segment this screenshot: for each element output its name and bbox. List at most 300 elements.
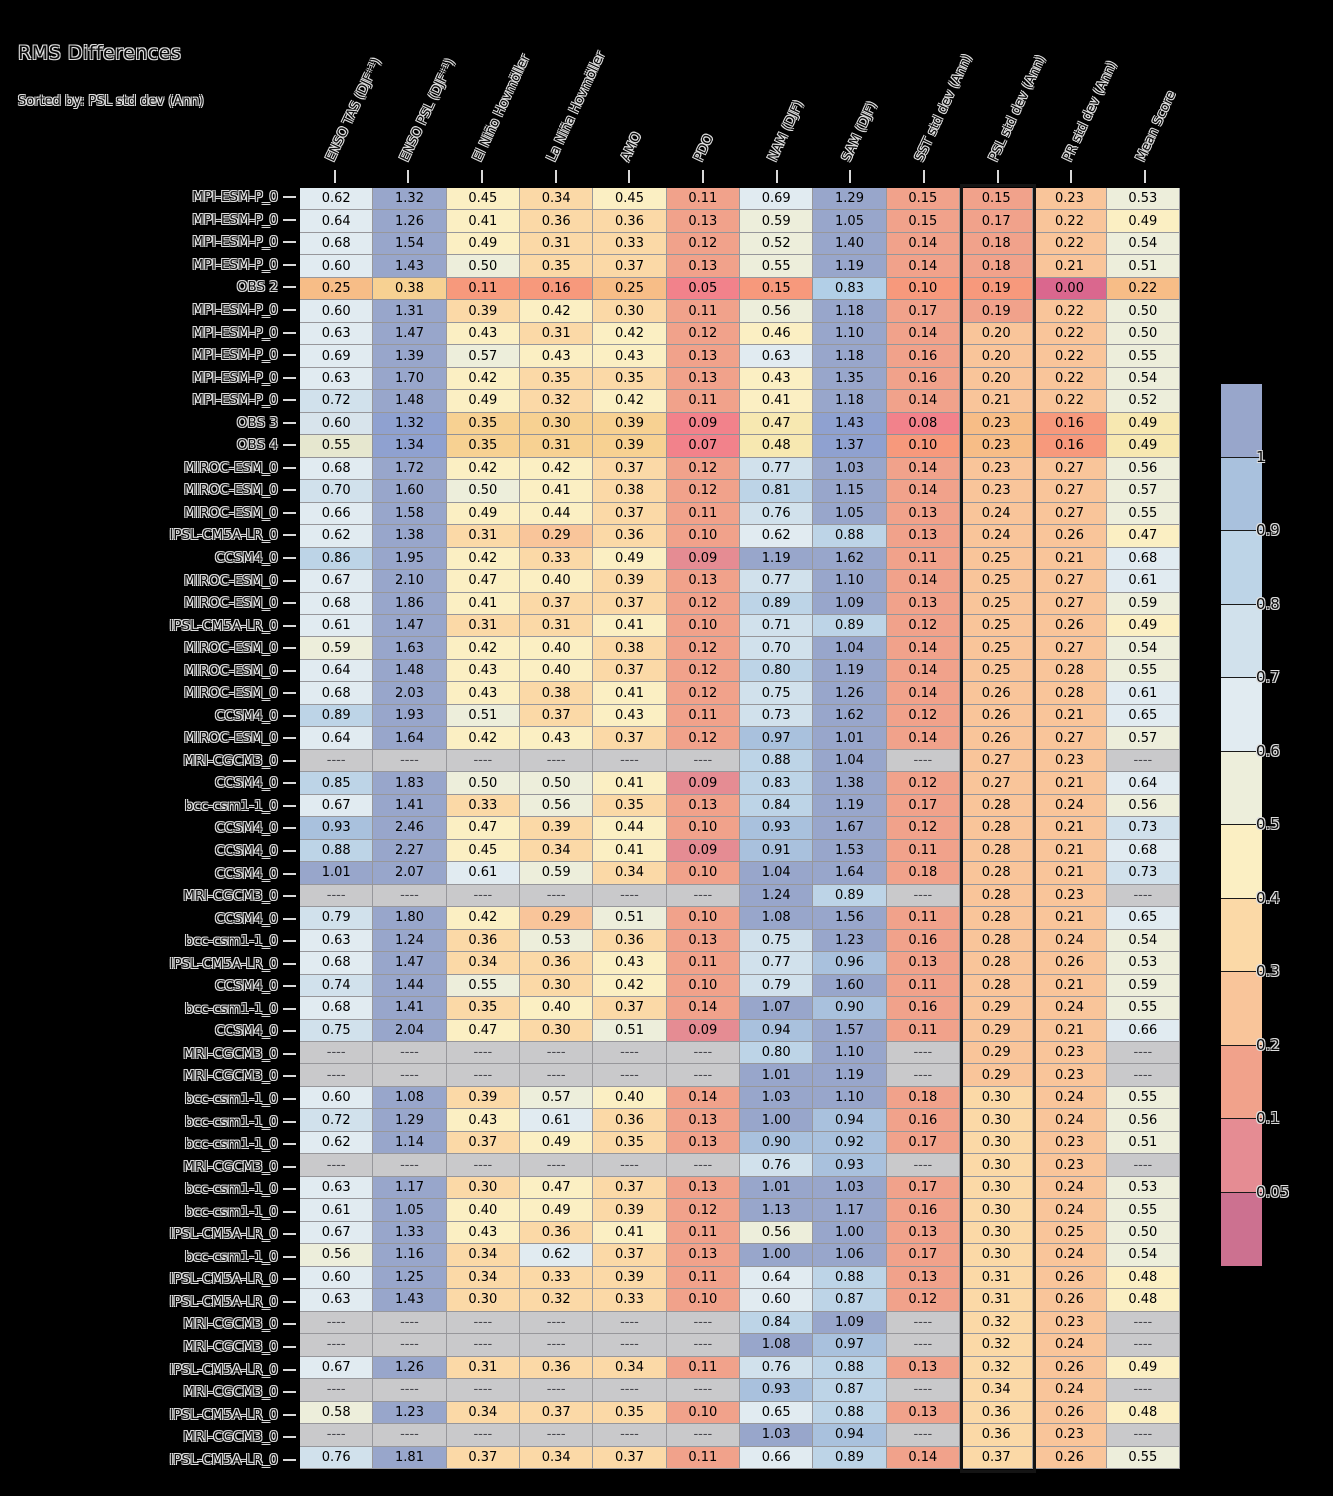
heatmap-cell: 0.59	[740, 210, 813, 232]
row-tick	[283, 592, 296, 615]
heatmap-cell: 0.37	[593, 593, 666, 615]
heatmap-cell: ----	[447, 1379, 520, 1401]
row-label: CCSM4_0	[215, 775, 278, 792]
heatmap-cell: 0.34	[520, 1447, 593, 1469]
heatmap-cell: 0.23	[1033, 1064, 1106, 1086]
heatmap-cell: 0.94	[740, 1020, 813, 1042]
heatmap-cell: 0.61	[300, 615, 373, 637]
heatmap-cell: 0.40	[447, 1199, 520, 1221]
heatmap-cell: 0.45	[593, 188, 666, 210]
heatmap-cell: 0.26	[1033, 1357, 1106, 1379]
heatmap-cell: ----	[887, 1424, 960, 1446]
heatmap-cell: 0.77	[740, 952, 813, 974]
heatmap-cell: ----	[520, 750, 593, 772]
heatmap-cell: 0.21	[1033, 907, 1106, 929]
heatmap-cell: 0.54	[1107, 1244, 1180, 1266]
heatmap-cell: 1.43	[813, 413, 886, 435]
heatmap-cell: 1.60	[813, 975, 886, 997]
heatmap-cell: ----	[887, 1042, 960, 1064]
heatmap-cell: 0.90	[740, 1132, 813, 1154]
heatmap-cell: 0.55	[740, 255, 813, 277]
heatmap-cell: 0.52	[740, 233, 813, 255]
row-tick	[283, 1223, 296, 1246]
heatmap-cell: ----	[300, 1154, 373, 1176]
heatmap-cell: 0.49	[447, 233, 520, 255]
heatmap-cell: 0.13	[887, 1222, 960, 1244]
heatmap-cell: 0.29	[960, 997, 1033, 1019]
row-label: bcc-csm1-1_0	[184, 1113, 278, 1130]
row-label: bcc-csm1-1_0	[184, 1248, 278, 1265]
heatmap-cell: 2.04	[373, 1020, 446, 1042]
heatmap-cell: 0.10	[887, 435, 960, 457]
heatmap-cell: 1.24	[373, 930, 446, 952]
heatmap-cell: 0.31	[960, 1267, 1033, 1289]
row-label: MPI-ESM-P_0	[192, 324, 278, 341]
heatmap-cell: 0.65	[1107, 705, 1180, 727]
heatmap-cell: ----	[667, 1379, 740, 1401]
heatmap-cell: ----	[373, 1042, 446, 1064]
heatmap-cell: 0.16	[887, 1109, 960, 1131]
heatmap-cell: 1.19	[813, 660, 886, 682]
heatmap-cell: 0.56	[1107, 1109, 1180, 1131]
heatmap-cell: 0.23	[1033, 1154, 1106, 1176]
row-label: bcc-csm1-1_0	[184, 797, 278, 814]
heatmap-cell: 1.13	[740, 1199, 813, 1221]
heatmap-cell: ----	[593, 1312, 666, 1334]
heatmap-cell: 0.28	[960, 862, 1033, 884]
heatmap-cell: 1.54	[373, 233, 446, 255]
heatmap-cell: 1.10	[813, 1042, 886, 1064]
heatmap-cell: ----	[520, 1312, 593, 1334]
heatmap-cell: 0.23	[1033, 1312, 1106, 1334]
heatmap-cell: ----	[887, 885, 960, 907]
heatmap-cell: 1.10	[813, 1087, 886, 1109]
heatmap-cell: 0.13	[667, 1244, 740, 1266]
row-label: CCSM4_0	[215, 843, 278, 860]
heatmap-cell: 0.23	[1033, 885, 1106, 907]
row-label: MRI-CGCM3_0	[183, 1158, 278, 1175]
row-label: MIROC-ESM_0	[183, 595, 278, 612]
heatmap-cell: 0.31	[520, 233, 593, 255]
heatmap-cell: 0.34	[520, 188, 593, 210]
row-label: MPI-ESM-P_0	[192, 234, 278, 251]
row-tick	[283, 795, 296, 818]
heatmap-cell: 0.38	[373, 278, 446, 300]
row-label: IPSL-CM5A-LR_0	[169, 1271, 278, 1288]
heatmap-cell: 1.03	[813, 458, 886, 480]
colorbar-segment	[1221, 678, 1262, 752]
row-label: IPSL-CM5A-LR_0	[169, 1406, 278, 1423]
heatmap-cell: 0.76	[740, 1154, 813, 1176]
heatmap-cell: ----	[447, 885, 520, 907]
row-tick	[283, 1313, 296, 1336]
heatmap-cell: 0.88	[813, 1357, 886, 1379]
heatmap-cell: 0.27	[1033, 727, 1106, 749]
sort-subtitle: Sorted by: PSL std dev (Ann)	[18, 94, 204, 109]
heatmap-cell: 0.35	[593, 1132, 666, 1154]
heatmap-cell: 0.37	[520, 1402, 593, 1424]
heatmap-cell: 0.12	[667, 637, 740, 659]
row-tick	[283, 1358, 296, 1381]
heatmap-cell: 0.40	[593, 1087, 666, 1109]
heatmap-cell: 0.25	[960, 615, 1033, 637]
row-label: MIROC-ESM_0	[183, 730, 278, 747]
heatmap-cell: 0.96	[813, 952, 886, 974]
heatmap-cell: 0.49	[447, 390, 520, 412]
colorbar-segment	[1221, 752, 1262, 826]
heatmap-cell: 0.10	[667, 862, 740, 884]
heatmap-cell: 0.53	[520, 930, 593, 952]
heatmap-cell: 2.27	[373, 840, 446, 862]
heatmap-cell: 1.00	[813, 1222, 886, 1244]
heatmap-cell: 1.00	[740, 1244, 813, 1266]
heatmap-cell: 0.43	[593, 705, 666, 727]
heatmap-cell: 0.34	[447, 1267, 520, 1289]
column-ticks	[298, 170, 1182, 183]
heatmap-cell: 0.92	[813, 1132, 886, 1154]
heatmap-cell: 0.39	[593, 570, 666, 592]
column-tick	[1035, 170, 1109, 183]
colorbar-segment	[1221, 458, 1262, 532]
column-tick	[740, 170, 814, 183]
heatmap-cell: 0.21	[1033, 705, 1106, 727]
heatmap-cell: ----	[1107, 1312, 1180, 1334]
heatmap-cell: 0.29	[520, 907, 593, 929]
heatmap-cell: 0.83	[813, 278, 886, 300]
heatmap-cell: 0.52	[1107, 390, 1180, 412]
colorbar-tick-label: 0.7	[1256, 668, 1280, 686]
heatmap-cell: 0.72	[300, 390, 373, 412]
heatmap-cell: 0.15	[960, 188, 1033, 210]
heatmap-cell: 0.22	[1033, 345, 1106, 367]
heatmap-cell: 0.48	[1107, 1402, 1180, 1424]
heatmap-cell: 0.42	[447, 548, 520, 570]
colorbar-tick-label: 1	[1256, 447, 1266, 466]
heatmap-cell: 0.41	[593, 682, 666, 704]
heatmap-cell: 0.30	[447, 1289, 520, 1311]
row-tick	[283, 998, 296, 1021]
heatmap-cell: 0.37	[447, 1132, 520, 1154]
column-tick	[666, 170, 740, 183]
heatmap-cell: 0.55	[300, 435, 373, 457]
row-label: CCSM4_0	[215, 865, 278, 882]
column-tick	[814, 170, 888, 183]
heatmap-cell: 0.16	[887, 930, 960, 952]
row-tick	[283, 1065, 296, 1088]
heatmap-cell: 0.57	[1107, 480, 1180, 502]
heatmap-cell: 0.41	[520, 480, 593, 502]
heatmap-cell: 0.55	[1107, 1447, 1180, 1469]
heatmap-cell: 0.13	[887, 1357, 960, 1379]
heatmap-cell: 1.15	[813, 480, 886, 502]
heatmap-cell: 1.05	[813, 503, 886, 525]
heatmap-cell: 0.42	[447, 637, 520, 659]
heatmap-cell: 0.07	[667, 435, 740, 457]
row-label: MRI-CGCM3_0	[183, 1068, 278, 1085]
heatmap-cell: 0.19	[960, 300, 1033, 322]
column-headers	[298, 0, 1182, 168]
heatmap-cell: 0.13	[667, 368, 740, 390]
heatmap-cell: 0.53	[1107, 1177, 1180, 1199]
heatmap-cell: 1.05	[373, 1199, 446, 1221]
heatmap-cell: 1.81	[373, 1447, 446, 1469]
heatmap-cell: 0.55	[1107, 1199, 1180, 1221]
heatmap-cell: 0.84	[740, 795, 813, 817]
heatmap-cell: 0.41	[593, 1222, 666, 1244]
heatmap-cell: 0.74	[300, 975, 373, 997]
heatmap-cell: 0.10	[667, 1289, 740, 1311]
heatmap-cell: 0.29	[960, 1064, 1033, 1086]
heatmap-cell: 0.42	[593, 390, 666, 412]
row-tick	[283, 479, 296, 502]
heatmap-cell: 0.97	[813, 1334, 886, 1356]
heatmap-cell: 0.12	[667, 480, 740, 502]
heatmap-cell: 0.61	[520, 1109, 593, 1131]
heatmap-cell: 0.30	[960, 1109, 1033, 1131]
heatmap-cell: 0.34	[960, 1379, 1033, 1401]
heatmap-cell: 0.77	[740, 458, 813, 480]
heatmap-cell: 0.50	[1107, 300, 1180, 322]
heatmap-cell: 0.64	[740, 1267, 813, 1289]
heatmap-cell: 0.59	[1107, 593, 1180, 615]
heatmap-cell: 0.55	[447, 975, 520, 997]
heatmap-cell: 1.23	[373, 1402, 446, 1424]
heatmap-cell: ----	[447, 1154, 520, 1176]
heatmap-cell: 0.12	[667, 233, 740, 255]
column-header: PSL std dev (Ann)	[986, 53, 1049, 164]
heatmap-cell: 0.16	[1033, 435, 1106, 457]
heatmap-cell: 0.62	[300, 525, 373, 547]
heatmap-cell: 0.13	[667, 210, 740, 232]
row-label: MPI-ESM-P_0	[192, 256, 278, 273]
heatmap-cell: 0.25	[960, 637, 1033, 659]
heatmap-cell: 0.94	[813, 1424, 886, 1446]
heatmap-cell: 0.12	[667, 1199, 740, 1221]
column-tick	[298, 170, 372, 183]
heatmap-cell: ----	[667, 750, 740, 772]
heatmap-cell: 0.51	[593, 1020, 666, 1042]
heatmap-cell: 0.46	[740, 323, 813, 345]
heatmap-cell: 0.23	[1033, 1424, 1106, 1446]
heatmap-cell: 0.10	[667, 615, 740, 637]
heatmap-cell: 0.12	[667, 727, 740, 749]
heatmap-cell: 0.41	[593, 772, 666, 794]
row-label: CCSM4_0	[215, 707, 278, 724]
column-header: AMO	[617, 130, 645, 164]
row-label: MIROC-ESM_0	[183, 640, 278, 657]
colorbar-tick-label: 0.5	[1256, 815, 1280, 833]
heatmap-cell: 1.18	[813, 300, 886, 322]
heatmap-cell: 0.50	[1107, 323, 1180, 345]
heatmap-cell: 0.12	[887, 772, 960, 794]
heatmap-cell: 0.56	[740, 1222, 813, 1244]
row-tick	[283, 547, 296, 570]
heatmap-cell: 0.22	[1033, 233, 1106, 255]
heatmap-cell: 0.71	[740, 615, 813, 637]
row-label: OBS 2	[236, 279, 278, 296]
heatmap-cell: 0.59	[520, 862, 593, 884]
heatmap-cell: ----	[447, 1334, 520, 1356]
heatmap-cell: 0.89	[813, 1447, 886, 1469]
heatmap-cell: 1.18	[813, 345, 886, 367]
heatmap-cell: 0.51	[447, 705, 520, 727]
heatmap-cell: 0.28	[960, 840, 1033, 862]
row-tick	[283, 1020, 296, 1043]
heatmap-cell: 1.47	[373, 952, 446, 974]
heatmap-cell: 0.31	[447, 615, 520, 637]
heatmap-cell: 0.89	[813, 885, 886, 907]
heatmap-cell: 0.13	[887, 1267, 960, 1289]
heatmap-cell: 1.04	[740, 862, 813, 884]
heatmap-cell: 0.77	[740, 570, 813, 592]
heatmap-cell: 0.75	[300, 1020, 373, 1042]
heatmap-cell: 0.61	[1107, 682, 1180, 704]
heatmap-cell: 0.61	[1107, 570, 1180, 592]
heatmap-cell: 2.03	[373, 682, 446, 704]
heatmap-cell: 0.27	[960, 772, 1033, 794]
heatmap-cell: 1.18	[813, 390, 886, 412]
heatmap-cell: 0.60	[300, 1267, 373, 1289]
heatmap-cell: 0.39	[447, 300, 520, 322]
heatmap-cell: 0.62	[520, 1244, 593, 1266]
heatmap-cell: 0.54	[1107, 368, 1180, 390]
row-label: IPSL-CM5A-LR_0	[169, 617, 278, 634]
row-tick	[283, 1133, 296, 1156]
heatmap-cell: 1.62	[813, 548, 886, 570]
heatmap-cell: 0.14	[887, 682, 960, 704]
row-tick	[283, 705, 296, 728]
heatmap-cell: ----	[593, 1334, 666, 1356]
row-tick	[283, 1178, 296, 1201]
heatmap-cell: 0.43	[447, 682, 520, 704]
heatmap-cell: 0.12	[887, 1289, 960, 1311]
row-label: MRI-CGCM3_0	[183, 888, 278, 905]
heatmap-cell: 1.08	[373, 1087, 446, 1109]
heatmap-cell: 0.12	[887, 817, 960, 839]
heatmap-cell: 0.57	[1107, 727, 1180, 749]
heatmap-cell: 0.24	[960, 503, 1033, 525]
heatmap-cell: 2.46	[373, 817, 446, 839]
heatmap-cell: 0.60	[300, 255, 373, 277]
row-tick	[283, 1088, 296, 1111]
heatmap-cell: 0.21	[960, 390, 1033, 412]
heatmap-cell: ----	[520, 1379, 593, 1401]
heatmap-cell: 0.49	[1107, 210, 1180, 232]
row-label: MRI-CGCM3_0	[183, 752, 278, 769]
heatmap-cell: 0.39	[593, 1199, 666, 1221]
heatmap-cell: 0.10	[667, 907, 740, 929]
column-header: PDO	[691, 132, 718, 164]
heatmap-cell: 0.61	[300, 1199, 373, 1221]
heatmap-cell: 1.63	[373, 637, 446, 659]
heatmap-cell: 0.25	[960, 548, 1033, 570]
row-label: MIROC-ESM_0	[183, 662, 278, 679]
heatmap-cell: 0.59	[1107, 975, 1180, 997]
heatmap-cell: 0.33	[520, 1267, 593, 1289]
heatmap-cell: 0.25	[960, 660, 1033, 682]
row-tick	[283, 817, 296, 840]
heatmap-cell: 0.30	[520, 1020, 593, 1042]
heatmap-cell: 0.53	[1107, 188, 1180, 210]
heatmap-cell: 0.87	[813, 1379, 886, 1401]
heatmap-cell: 1.39	[373, 345, 446, 367]
heatmap-cell: 1.58	[373, 503, 446, 525]
heatmap-cell: 0.25	[300, 278, 373, 300]
heatmap-cell: 0.55	[1107, 660, 1180, 682]
heatmap-cell: 0.09	[667, 548, 740, 570]
heatmap-cell: 0.88	[813, 1402, 886, 1424]
heatmap-cell: ----	[300, 1312, 373, 1334]
heatmap-cell: 0.34	[593, 862, 666, 884]
heatmap-cell: 0.38	[593, 480, 666, 502]
row-tick	[283, 885, 296, 908]
heatmap-cell: 0.28	[960, 907, 1033, 929]
heatmap-cell: 0.54	[1107, 637, 1180, 659]
heatmap-cell: 0.35	[593, 795, 666, 817]
heatmap-cell: 0.10	[667, 975, 740, 997]
heatmap-cell: 1.10	[813, 323, 886, 345]
heatmap-cell: 0.23	[960, 480, 1033, 502]
heatmap-cell: ----	[373, 885, 446, 907]
heatmap-cell: 0.16	[887, 1199, 960, 1221]
heatmap-cell: 1.70	[373, 368, 446, 390]
heatmap-cell: 0.21	[1033, 817, 1106, 839]
heatmap-cell: 1.04	[813, 637, 886, 659]
heatmap-cell: 0.34	[520, 840, 593, 862]
heatmap-cell: ----	[887, 750, 960, 772]
heatmap-cell: 0.21	[1033, 975, 1106, 997]
heatmap-cell: 0.11	[667, 1222, 740, 1244]
heatmap-cell: 0.37	[593, 1244, 666, 1266]
heatmap-cell: ----	[373, 1379, 446, 1401]
row-tick	[283, 524, 296, 547]
heatmap-cell: 0.24	[1033, 1087, 1106, 1109]
heatmap-cell: 0.11	[887, 840, 960, 862]
heatmap-cell: 0.16	[520, 278, 593, 300]
heatmap-cell: 0.68	[1107, 548, 1180, 570]
heatmap-cell: 0.62	[300, 188, 373, 210]
heatmap-cell: 0.23	[960, 413, 1033, 435]
heatmap-cell: 0.35	[593, 368, 666, 390]
column-tick	[445, 170, 519, 183]
heatmap-cell: 0.12	[667, 458, 740, 480]
heatmap-cell: 0.85	[300, 772, 373, 794]
heatmap-cell: 0.88	[300, 840, 373, 862]
row-label: bcc-csm1-1_0	[184, 1000, 278, 1017]
heatmap-cell: 0.49	[520, 1132, 593, 1154]
heatmap-cell: 1.62	[813, 705, 886, 727]
heatmap-cell: 0.24	[1033, 930, 1106, 952]
heatmap-cell: 0.11	[887, 548, 960, 570]
heatmap-cell: 0.47	[447, 1020, 520, 1042]
row-tick	[283, 907, 296, 930]
row-label: MPI-ESM-P_0	[192, 211, 278, 228]
heatmap-cell: 1.05	[813, 210, 886, 232]
heatmap-cell: 0.20	[960, 323, 1033, 345]
heatmap-cell: ----	[593, 750, 666, 772]
heatmap-cell: ----	[1107, 1154, 1180, 1176]
row-label: MRI-CGCM3_0	[183, 1429, 278, 1446]
row-label: IPSL-CM5A-LR_0	[169, 1451, 278, 1468]
heatmap-cell: 0.21	[1033, 840, 1106, 862]
heatmap-cell: 0.50	[447, 480, 520, 502]
heatmap-cell: 0.59	[300, 637, 373, 659]
heatmap-cell: 0.14	[887, 480, 960, 502]
column-tick	[887, 170, 961, 183]
heatmap-cell: 0.24	[1033, 1244, 1106, 1266]
heatmap-cell: ----	[887, 1334, 960, 1356]
column-header: La Niña Hovmöller	[544, 49, 609, 165]
